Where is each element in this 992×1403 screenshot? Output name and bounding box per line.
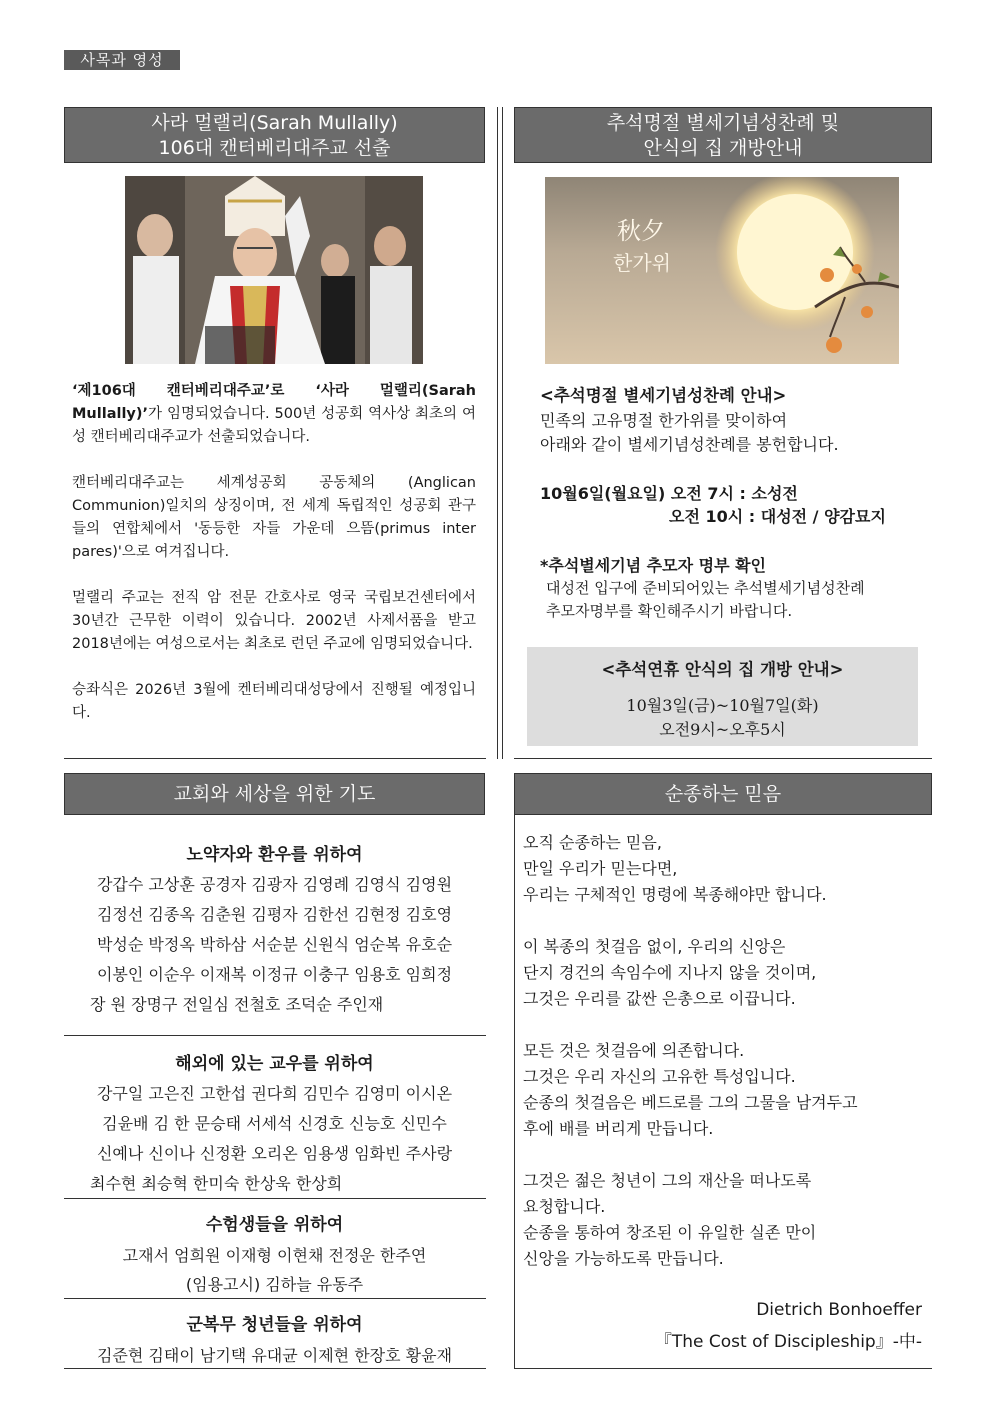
- stanza-1-line-3: 우리는 구체적인 명령에 복종해야만 합니다.: [523, 885, 827, 904]
- sarah-paragraph-4: 승좌식은 2026년 3월에 켄터베리대성당에서 진행될 예정입니다.: [72, 682, 476, 721]
- faith-left-border: [514, 815, 515, 1368]
- military-names-1: 김준현 김태이 남기택 유대균 이제현 한장호 황윤재: [96, 1346, 453, 1365]
- elderly-names-1: 강갑수 고상훈 공경자 김광자 김영례 김영식 김영원: [96, 875, 453, 894]
- moon-illustration: [545, 177, 899, 364]
- sarah-paragraph-1-bold: ‘제106대 캔터베리대주교’로 ‘사라 멀랠리(Sarah Mullally)’: [72, 383, 476, 422]
- exam-names-2: (임용고시) 김하늘 유동주: [185, 1275, 364, 1294]
- stanza-2-line-1: 이 복종의 첫걸음 없이, 우리의 신앙은: [523, 937, 786, 956]
- memorial-roll-title: *추석별세기념 추모자 명부 확인: [540, 556, 767, 575]
- sarah-header-line1: 사라 멀랠리(Sarah Mullally): [151, 112, 398, 134]
- memorial-roll-line2: 추모자명부를 확인해주시기 바랍니다.: [546, 602, 793, 620]
- elderly-names-5: 장 원 장명구 전일심 전철호 조덕순 주인재: [90, 995, 384, 1014]
- chuseok-header-line2: 안식의 집 개방안내: [643, 137, 803, 159]
- elderly-title: 노약자와 환우를 위하여: [186, 845, 363, 865]
- column-divider: [497, 107, 498, 759]
- stanza-3-line-4: 후에 배를 버리게 만듭니다.: [523, 1119, 714, 1138]
- chuseok-header-line1: 추석명절 별세기념성찬례 및: [606, 112, 840, 134]
- faith-author: Dietrich Bonhoeffer: [756, 1300, 922, 1320]
- stanza-4-line-1: 그것은 젊은 청년이 그의 재산을 떠나도록: [523, 1171, 812, 1190]
- stanza-4-line-4: 신앙을 가능하도록 만듭니다.: [523, 1249, 724, 1268]
- stanza-3-line-3: 순종의 첫걸음은 베드로를 그의 그물을 남겨두고: [523, 1093, 858, 1112]
- prayer-divider: [64, 1198, 486, 1199]
- archbishop-photo-illustration: [125, 176, 423, 364]
- stanza-4-line-2: 요청합니다.: [523, 1197, 606, 1216]
- moon-image-text-hanja: 秋夕: [617, 217, 665, 245]
- moon-image-text-hangul: 한가위: [613, 251, 671, 275]
- section-divider: [514, 1368, 932, 1369]
- section-tag: 사목과 영성: [64, 50, 180, 70]
- sarah-paragraph-1: [72, 380, 476, 449]
- stanza-1-line-2: 만일 우리가 믿는다면,: [523, 859, 678, 878]
- sarah-paragraph-3: 멀랠리 주교는 전직 암 전문 간호사로 영국 국립보건센터에서 30년간 근무한 이력이 있습니다. 2002년 사제서품을 받고 2018년에는 여성으로서는 최초로 런던 주교에 임명되었습니다.: [72, 590, 476, 652]
- stanza-3-line-1: 모든 것은 첫걸음에 의존합니다.: [523, 1041, 745, 1060]
- elderly-names-4: 이봉인 이순우 이재복 이정규 이충구 임용호 임희정: [96, 965, 453, 984]
- exam-title: 수험생들을 위하여: [205, 1215, 344, 1235]
- chuseok-header: [514, 107, 932, 163]
- section-divider: [64, 1368, 486, 1369]
- faith-header: 순종하는 믿음: [514, 773, 932, 815]
- schedule-line-2: 오전 10시 : 대성전 / 양감묘지: [669, 507, 886, 526]
- chuseok-notice-line2: 아래와 같이 별세기념성찬례를 봉헌합니다.: [540, 435, 839, 454]
- faith-source: 『The Cost of Discipleship』-中-: [654, 1332, 922, 1352]
- sarah-article: [72, 380, 476, 748]
- sarah-header: [64, 107, 485, 163]
- faith-poem: [523, 830, 928, 1272]
- prayer-header: 교회와 세상을 위한 기도: [64, 773, 485, 815]
- section-divider: [514, 758, 932, 759]
- archbishop-photo: [125, 176, 423, 364]
- open-house-hours: 오전9시~오후5시: [659, 720, 786, 739]
- exam-names-1: 고재서 엄희원 이재형 이현채 전정운 한주연: [122, 1246, 427, 1265]
- section-divider: [64, 758, 486, 759]
- abroad-title: 해외에 있는 교우를 위하여: [175, 1054, 374, 1074]
- column-divider: [502, 107, 503, 759]
- stanza-3-line-2: 그것은 우리 자신의 고유한 특성입니다.: [523, 1067, 796, 1086]
- elderly-names-3: 박성순 박정옥 박하삼 서순분 신원식 엄순복 유호순: [96, 935, 453, 954]
- sarah-paragraph-1-rest: 가 임명되었습니다. 500년 성공회 역사상 최초의 여성 캔터베리대주교가 선출되었습니다.: [72, 406, 476, 445]
- memorial-roll-line1: 대성전 입구에 준비되어있는 추석별세기념성찬례: [546, 579, 865, 597]
- schedule-line-1: 10월6일(월요일) 오전 7시 : 소성전: [540, 484, 798, 503]
- stanza-4-line-3: 순종을 통하여 창조된 이 유일한 실존 만이: [523, 1223, 817, 1242]
- chuseok-moon-image: [545, 177, 899, 364]
- abroad-names-4: 최수현 최승혁 한미숙 한상욱 한상희: [90, 1174, 343, 1193]
- sarah-header-line2: 106대 캔터베리대주교 선출: [158, 137, 391, 159]
- stanza-1-line-1: 오직 순종하는 믿음,: [523, 833, 662, 852]
- prayer-divider: [64, 1298, 486, 1299]
- open-house-box: [527, 647, 918, 746]
- abroad-names-3: 신예나 신이나 신정환 오리온 임용생 임화빈 주사랑: [96, 1144, 453, 1163]
- military-title: 군복무 청년들을 위하여: [186, 1315, 363, 1335]
- open-house-dates: 10월3일(금)~10월7일(화): [626, 696, 819, 715]
- abroad-names-2: 김윤배 김 한 문승태 서세석 신경호 신능호 신민수: [102, 1114, 447, 1133]
- sarah-paragraph-2: 캔터베리대주교는 세계성공회 공동체의 (Anglican Communion)일치의 상징이며, 전 세계 독립적인 성공회 관구들의 연합체에서 '동등한 자들 가운데 으뜸(primus inter pares)'으로 여겨집니다.: [72, 475, 476, 560]
- elderly-names-2: 김정선 김종옥 김춘원 김평자 김한선 김현정 김호영: [96, 905, 453, 924]
- chuseok-notice-title: <추석명절 별세기념성찬례 안내>: [540, 386, 787, 405]
- abroad-names-1: 강구일 고은진 고한섭 권다희 김민수 김영미 이시온: [96, 1084, 453, 1103]
- open-house-title: <추석연휴 안식의 집 개방 안내>: [601, 660, 844, 679]
- stanza-2-line-3: 그것은 우리를 값싼 은총으로 이끕니다.: [523, 989, 796, 1008]
- chuseok-notice-line1: 민족의 고유명절 한가위를 맞이하여: [540, 411, 788, 430]
- stanza-2-line-2: 단지 경건의 속임수에 지나지 않을 것이며,: [523, 963, 817, 982]
- prayer-divider: [64, 1035, 486, 1036]
